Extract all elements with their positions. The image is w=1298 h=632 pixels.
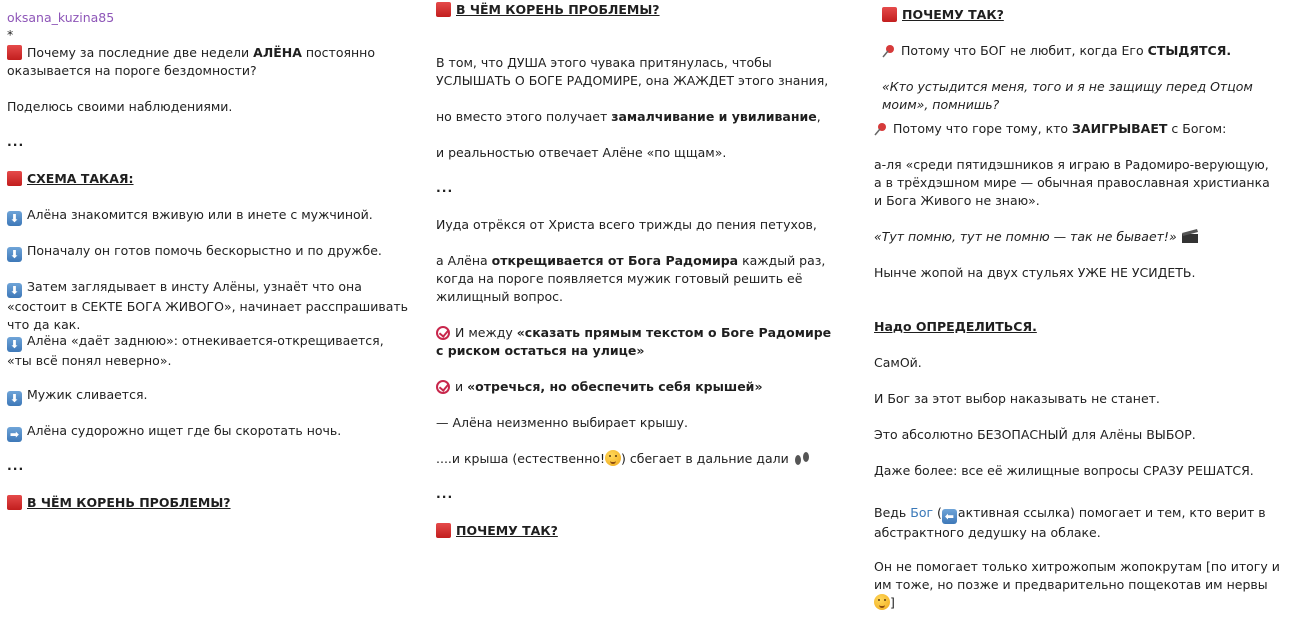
- paragraph: Нынче жопой на двух стульях УЖЕ НЕ УСИДЕТЬ.: [874, 265, 1196, 280]
- paragraph: ....и крыша (естественно! ) сбегает в дальние дали: [430, 450, 848, 468]
- smile-emoji-icon: [605, 450, 621, 466]
- paragraph: Ведь Бог ( ⬅ активная ссылка) помогает и тем, кто верит в абстрактного дедушку на облаке.: [874, 505, 1266, 540]
- paragraph: СамОй.: [874, 355, 922, 370]
- ellipsis: ...: [436, 486, 454, 501]
- scheme-step: ⬇ Алёна знакомится вживую или в инете с мужчиной.: [0, 206, 416, 226]
- paragraph: Это абсолютно БЕЗОПАСНЫЙ для Алёны ВЫБОР.: [874, 427, 1196, 442]
- root-heading: В ЧЁМ КОРЕНЬ ПРОБЛЕМЫ?: [430, 1, 848, 19]
- ellipsis: ...: [7, 134, 25, 149]
- scheme-heading: СХЕМА ТАКАЯ:: [0, 170, 416, 188]
- paragraph: Иуда отрёкся от Христа всего трижды до пения петухов,: [436, 217, 817, 232]
- arrow-down-icon: ⬇: [7, 391, 22, 406]
- author-name[interactable]: oksana_kuzina85: [7, 10, 115, 25]
- grin-emoji-icon: [874, 594, 890, 610]
- arrow-down-icon: ⬇: [7, 337, 22, 352]
- share-line: Поделюсь своими наблюдениями.: [7, 99, 233, 114]
- why-heading: ПОЧЕМУ ТАК?: [430, 522, 848, 540]
- red-square-icon: [436, 523, 451, 538]
- paragraph: И Бог за этот выбор наказывать не станет.: [874, 391, 1160, 406]
- red-square-icon: [882, 7, 897, 22]
- ellipsis: ...: [7, 458, 25, 473]
- check-icon: [436, 326, 450, 340]
- red-square-icon: [7, 45, 22, 60]
- paragraph: Даже более: все её жилищные вопросы СРАЗУ РЕШАТСЯ.: [874, 463, 1254, 478]
- paragraph: Он не помогает только хитрожопым жопокрутам [по итогу и им тоже, но позже и предварительно пощекотав им нервы]: [874, 559, 1280, 610]
- paragraph: — Алёна неизменно выбирает крышу.: [436, 415, 689, 430]
- intro-question: Почему за последние две недели АЛЁНА постоянно оказывается на пороге бездомности?: [7, 45, 375, 78]
- pushpin-icon: [874, 122, 888, 136]
- message-column-1: [0, 0, 416, 545]
- pin-line: Потому что БОГ не любит, когда Его СТЫДЯТСЯ.: [868, 42, 1288, 60]
- pushpin-icon: [882, 44, 896, 58]
- scheme-step: ⬇ Мужик сливается.: [0, 386, 416, 406]
- paragraph: и реальностью отвечает Алёне «по щщам».: [436, 145, 727, 160]
- pin-line: Потому что горе тому, кто ЗАИГРЫВАЕТ с Богом:: [868, 120, 1288, 138]
- god-link[interactable]: Бог: [910, 505, 934, 520]
- choice-line: и «отречься, но обеспечить себя крышей»: [430, 378, 848, 396]
- why-heading: ПОЧЕМУ ТАК?: [868, 6, 1288, 24]
- check-icon: [436, 380, 450, 394]
- decide-heading: Надо ОПРЕДЕЛИТЬСЯ.: [874, 319, 1037, 334]
- ellipsis: ...: [436, 180, 454, 195]
- arrow-down-icon: ⬇: [7, 211, 22, 226]
- star-line: *: [7, 27, 14, 42]
- paragraph: В том, что ДУША этого чувака притянулась, чтобы УСЛЫШАТЬ О БОГЕ РАДОМИРЕ, она ЖАЖДЕТ этого знания,: [436, 55, 829, 88]
- footprints-icon: [793, 450, 811, 466]
- scheme-step: ⬇ Поначалу он готов помочь бескорыстно и по дружбе.: [0, 242, 416, 262]
- arrow-left-icon: ⬅: [942, 509, 957, 524]
- quote: «Кто устыдится меня, того и я не защищу перед Отцом моим», помнишь?: [882, 79, 1253, 112]
- root-heading: В ЧЁМ КОРЕНЬ ПРОБЛЕМЫ?: [0, 494, 416, 512]
- paragraph: но вместо этого получает замалчивание и увиливание,: [436, 109, 821, 124]
- clapperboard-icon: [1181, 228, 1199, 244]
- paragraph: а Алёна открещивается от Бога Радомира каждый раз, когда на пороге появляется мужик готовый решить её жилищный вопрос.: [436, 253, 826, 304]
- arrow-down-icon: ⬇: [7, 283, 22, 298]
- scheme-step: ➡ Алёна судорожно ищет где бы скоротать ночь.: [0, 422, 416, 442]
- quote: «Тут помню, тут не помню — так не бывает!»: [868, 228, 1288, 246]
- arrow-right-icon: ➡: [7, 427, 22, 442]
- red-square-icon: [436, 2, 451, 17]
- red-square-icon: [7, 495, 22, 510]
- scheme-step: ⬇ Алёна «даёт заднюю»: отнекивается-открещивается, «ты всё понял неверно».: [7, 333, 384, 368]
- paragraph: а-ля «среди пятидэшников я играю в Радомиро-верующую, а в трёхдэшном мире — обычная православная христианка и Бога Живого не знаю».: [874, 157, 1270, 208]
- arrow-down-icon: ⬇: [7, 247, 22, 262]
- choice-line: И между «сказать прямым текстом о Боге Радомире с риском остаться на улице»: [436, 325, 832, 358]
- red-square-icon: [7, 171, 22, 186]
- scheme-step: ⬇ Затем заглядывает в инсту Алёны, узнаёт что она «состоит в СЕКТЕ БОГА ЖИВОГО», начинает расспрашивать что да как.: [7, 279, 409, 332]
